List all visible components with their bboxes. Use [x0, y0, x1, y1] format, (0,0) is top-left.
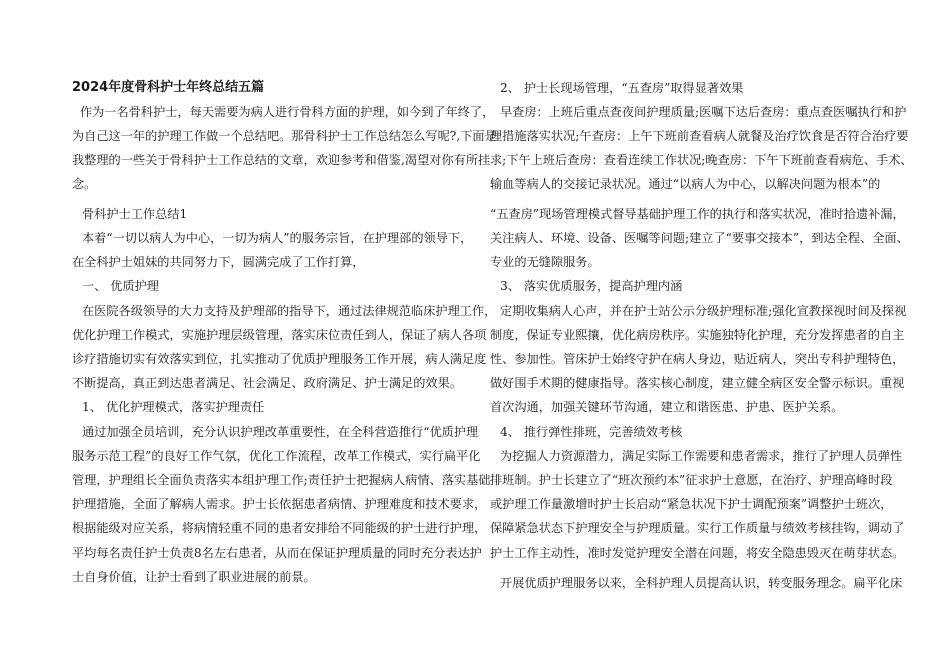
text-line: 平均每名责任护士负责8名左右患者，从而在保证护理质量的同时充分表达护	[72, 546, 482, 560]
text-line: 通过加强全员培训，充分认识护理改革重要性，在全科营造推行“优质护理	[82, 425, 479, 439]
text-line: 一、 优质护理	[82, 279, 159, 293]
text-line: 专业的无缝隙服务。	[490, 255, 600, 269]
text-line: 服务示范工程”的良好工作气氛，优化工作流程，改革工作模式，实行扁平化	[72, 449, 481, 463]
text-line: 诊疗措施切实有效落实到位，扎实推动了优质护理服务工作开展，病人满足度	[72, 352, 487, 366]
text-line: 士自身价值，让护士看到了职业进展的前景。	[72, 570, 316, 584]
text-line: 念。	[72, 177, 97, 191]
text-line: 本着“一切以病人为中心，一切为病人”的服务宗旨，在护理部的领导下，	[82, 231, 473, 245]
text-line: 我整理的一些关于骨科护士工作总结的文章，欢迎参考和借鉴,渴望对你有所挂	[72, 153, 491, 167]
text-line: 早查房：上班后重点查夜间护理质量;医嘱下达后查房：重点查医嘱执行和护	[500, 105, 907, 119]
text-line: 制度，保证专业熙攘，优化病房秩序。实施独特化护理，充分发挥患者的自主	[490, 328, 905, 342]
text-line: 4、 推行弹性排班，完善绩效考核	[500, 425, 683, 439]
text-line: 为自己这一年的护理工作做一个总结吧。那骨科护士工作总结怎么写呢?,下面是	[72, 129, 497, 143]
text-line: 开展优质护理服务以来，全科护理人员提高认识，转变服务理念。扁平化床	[500, 576, 903, 590]
text-line: 护士工作主动性，准时发觉护理安全潜在问题，将安全隐患毁灭在萌芽状态。	[490, 546, 905, 560]
text-line: 3、 落实优质服务，提高护理内涵	[500, 279, 683, 293]
text-line: 根据能级对应关系，将病情轻重不同的患者安排给不同能级的护士进行护理，	[72, 521, 487, 535]
text-line: 理措施落实状况;午查房：上午下班前查看病人就餐及治疗饮食是否符合治疗要	[490, 129, 909, 143]
text-line: 为挖掘人力资源潜力，满足实际工作需要和患者需求，推行了护理人员弹性	[500, 449, 903, 463]
text-line: 做好围手术期的健康指导。落实核心制度，建立健全病区安全警示标识。重视	[490, 376, 905, 390]
text-line: 排班制。护士长建立了“班次预约本”征求护士意愿，在治疗、护理高峰时段	[490, 473, 893, 487]
text-line: 骨科护士工作总结1	[82, 207, 188, 221]
text-line: 首次沟通，加强关键环节沟通，建立和谐医患、护患、医护关系。	[490, 400, 844, 414]
text-line: 不断提高，真正到达患者满足、社会满足、政府满足、护士满足的效果。	[72, 376, 462, 390]
text-line: 管理，护理组长全面负责落实本组护理工作;责任护士把握病人病情、落实基础	[72, 473, 491, 487]
text-line: 优化护理工作模式，实施护理层级管理，落实床位责任到人，保证了病人各项	[72, 328, 487, 342]
text-line: “五查房”现场管理模式督导基础护理工作的执行和落实状况，准时拾遗补漏，	[490, 207, 905, 221]
text-line: 护理措施，全面了解病人需求。护士长依据患者病情、护理难度和技术要求，	[72, 497, 487, 511]
text-line: 1、 优化护理模式，落实护理责任	[82, 400, 265, 414]
text-line: 在全科护士姐妹的共同努力下，圆满完成了工作打算，	[72, 255, 365, 269]
text-line: 求;下午上班后查房：查看连续工作状况;晚查房：下午下班前查看病危、手术、	[490, 153, 913, 167]
text-line: 或护理工作量激增时护士长启动“紧急状况下护士调配预案”调整护士班次，	[490, 497, 893, 511]
text-line: 2、 护士长现场管理，“五查房”取得显著效果	[500, 81, 744, 95]
text-line: 定期收集病人心声，并在护士站公示分级护理标准;强化宣教探视时间及探视	[500, 304, 907, 318]
text-line: 保障紧急状态下护理安全与护理质量。实行工作质量与绩效考核挂钩，调动了	[490, 521, 905, 535]
text-line: 在医院各级领导的大力支持及护理部的指导下，通过法律规范临床护理工作，	[82, 304, 497, 318]
text-line: 性、参加性。管床护士始终守护在病人身边，贴近病人，突出专科护理特色，	[490, 352, 905, 366]
text-line: 作为一名骨科护士，每天需要为病人进行骨科方面的护理，如今到了年终了，	[80, 105, 495, 119]
text-line: 输血等病人的交接记录状况。通过“以病人为中心，以解决问题为根本”的	[490, 177, 881, 191]
text-line: 关注病人、环境、设备、医嘱等问题;建立了“要事交接本”，到达全程、全面、	[490, 231, 909, 245]
document-title: 2024年度骨科护士年终总结五篇	[72, 80, 265, 95]
